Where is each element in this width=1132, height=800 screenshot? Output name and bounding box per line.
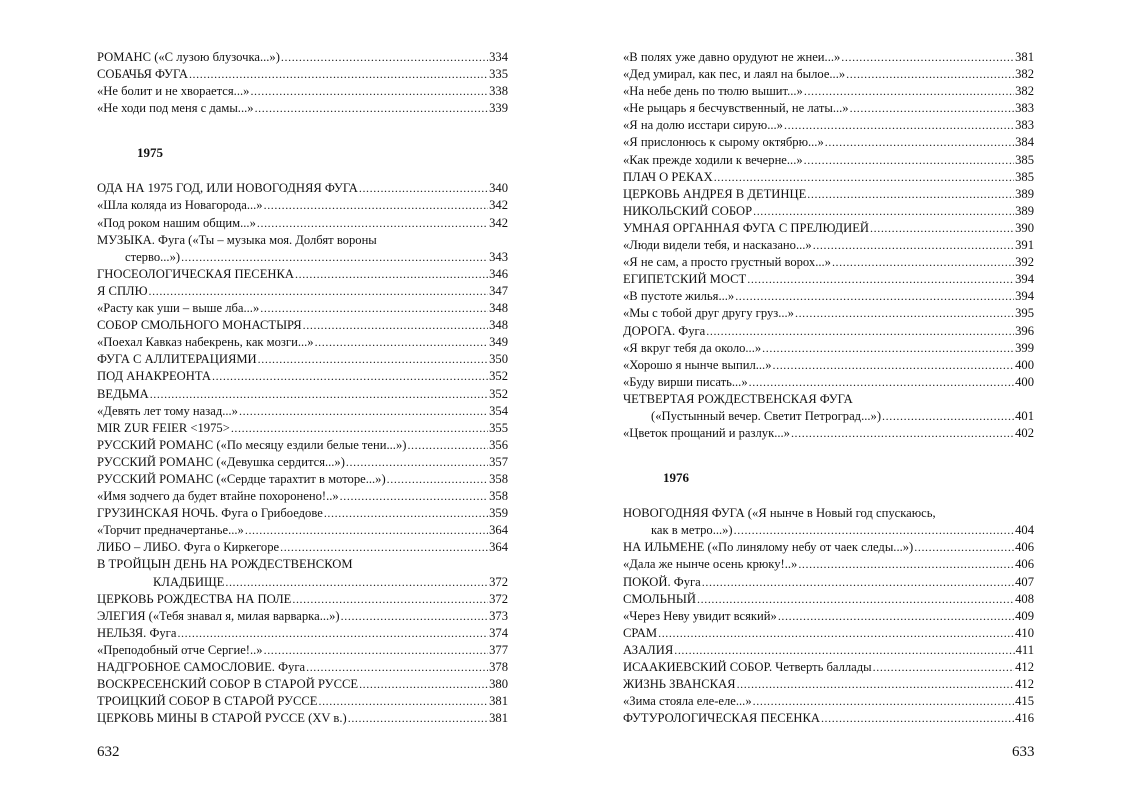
toc-title: НАДГРОБНОЕ САМОСЛОВИЕ. Фуга <box>97 660 306 674</box>
dot-leader <box>846 66 1014 83</box>
toc-entry <box>97 334 508 351</box>
dot-leader <box>813 237 1014 254</box>
toc-title: «Расту как уши – выше лба...» <box>97 301 260 316</box>
dot-leader <box>804 83 1014 100</box>
toc-entry <box>97 197 508 214</box>
toc-entry-muzyka <box>97 232 508 266</box>
toc-page: 409 <box>1015 608 1034 623</box>
dot-leader <box>914 539 1014 556</box>
dot-leader <box>189 66 488 83</box>
toc-entry <box>97 266 508 283</box>
dot-leader <box>281 49 488 66</box>
toc-title: РУССКИЙ РОМАНС («Девушка сердится...») <box>97 454 345 469</box>
toc-entry <box>97 471 508 488</box>
toc-entry <box>97 505 508 522</box>
toc-entry <box>97 300 508 317</box>
toc-entry <box>623 169 1034 186</box>
toc-entry <box>623 659 1034 676</box>
toc-title: «Цветок прощаний и разлук...» <box>623 426 790 441</box>
dot-leader <box>753 693 1014 710</box>
toc-title: «Люди видели тебя, и насказано...» <box>623 238 812 253</box>
dot-leader <box>714 169 1014 186</box>
dot-leader <box>706 323 1014 340</box>
toc-title: ЦЕРКОВЬ МИНЫ В СТАРОЙ РУССЕ (XV в.) <box>97 711 347 726</box>
dot-leader <box>407 437 488 454</box>
toc-title: «Как прежде ходили к вечерне...» <box>623 152 803 167</box>
dot-leader <box>225 574 488 591</box>
toc-entry <box>623 608 1034 625</box>
toc-page: 395 <box>1015 306 1034 321</box>
toc-page: 358 <box>489 489 508 504</box>
toc-title: ПОКОЙ. Фуга <box>623 574 701 589</box>
toc-page: 372 <box>489 591 508 606</box>
toc-page: 350 <box>489 352 508 367</box>
toc-title: «Торчит предначертанье...» <box>97 523 244 538</box>
toc-page: 364 <box>489 540 508 555</box>
toc-page: 394 <box>1015 272 1034 287</box>
toc-entry <box>623 117 1034 134</box>
toc-title: «Поехал Кавказ набекрень, как мозги...» <box>97 335 314 350</box>
toc-title: ГНОСЕОЛОГИЧЕСКАЯ ПЕСЕНКА <box>97 266 294 281</box>
toc-page: 381 <box>1015 50 1034 64</box>
toc-page: 347 <box>489 283 508 298</box>
toc-title: ГРУЗИНСКАЯ НОЧЬ. Фуга о Грибоедове <box>97 506 323 521</box>
toc-title: АЗАЛИЯ <box>623 642 674 657</box>
toc-entry-line: В ТРОЙЦЫН ДЕНЬ НА РОЖДЕСТВЕНСКОМ <box>97 557 353 572</box>
toc-title: ВОСКРЕСЕНСКИЙ СОБОР В СТАРОЙ РУССЕ <box>97 677 359 692</box>
dot-leader <box>250 83 488 100</box>
toc-entry <box>623 305 1034 322</box>
dot-leader <box>346 454 488 471</box>
toc-page: 399 <box>1015 340 1034 355</box>
toc-title: ВЕДЬМА <box>97 386 149 401</box>
toc-entry <box>623 100 1034 117</box>
toc-title: ДОРОГА. Фуга <box>623 323 706 338</box>
toc-page: 406 <box>1015 557 1034 572</box>
toc-page: 372 <box>489 574 508 589</box>
toc-list-1975-a <box>97 180 508 231</box>
toc-entry <box>97 676 508 693</box>
dot-leader <box>359 676 488 693</box>
toc-page: 416 <box>1015 711 1034 726</box>
dot-leader <box>255 100 489 117</box>
dot-leader <box>784 117 1014 134</box>
toc-entry <box>97 317 508 334</box>
dot-leader <box>753 203 1014 220</box>
toc-title: «Имя зодчего да будет втайне похоронено!..» <box>97 489 339 504</box>
toc-page: 343 <box>489 249 508 264</box>
toc-title: СМОЛЬНЫЙ <box>623 591 697 606</box>
toc-page: 392 <box>1015 255 1034 270</box>
toc-title: РОМАНС («С лузою блузочка...») <box>97 50 280 64</box>
toc-title: «В полях уже давно орудуют не жнеи...» <box>623 50 841 64</box>
toc-entry <box>97 100 508 117</box>
toc-title: «Я прислонюсь к сырому октябрю...» <box>623 135 824 150</box>
dot-leader <box>674 642 1014 659</box>
toc-title: ПОД АНАКРЕОНТА <box>97 369 212 384</box>
toc-page: 415 <box>1015 694 1034 709</box>
dot-leader <box>280 539 488 556</box>
dot-leader <box>791 425 1014 442</box>
toc-page: 404 <box>1015 523 1034 538</box>
toc-entry <box>97 693 508 710</box>
toc-entry <box>97 659 508 676</box>
toc-page: 391 <box>1015 238 1034 253</box>
toc-page: 352 <box>489 386 508 401</box>
dot-leader <box>324 505 488 522</box>
dot-leader <box>348 710 488 727</box>
toc-page: 408 <box>1015 591 1034 606</box>
toc-entry-line <box>623 522 1034 539</box>
toc-entry <box>97 180 508 197</box>
toc-entry <box>623 574 1034 591</box>
toc-title: «В пустоте жилья...» <box>623 289 735 304</box>
dot-leader <box>359 180 488 197</box>
dot-leader <box>778 608 1014 625</box>
toc-title: НИКОЛЬСКИЙ СОБОР <box>623 203 753 218</box>
dot-leader <box>850 100 1015 117</box>
toc-entry <box>97 539 508 556</box>
dot-leader <box>212 368 488 385</box>
toc-list-right-a <box>623 49 1034 391</box>
toc-page: 389 <box>1015 203 1034 218</box>
toc-page: 389 <box>1015 186 1034 201</box>
toc-title: СОБОР СМОЛЬНОГО МОНАСТЫРЯ <box>97 318 302 333</box>
toc-entry <box>97 710 508 727</box>
toc-entry-chetvertaya <box>623 391 1034 425</box>
toc-title: «Зима стояла еле-еле...» <box>623 694 752 709</box>
dot-leader <box>807 186 1014 203</box>
dot-leader <box>315 334 489 351</box>
toc-entry <box>97 49 508 66</box>
toc-page: 383 <box>1015 101 1034 116</box>
toc-page: 348 <box>489 301 508 316</box>
toc-page: 401 <box>1015 408 1034 423</box>
toc-page: 364 <box>489 523 508 538</box>
toc-page: 410 <box>1015 625 1034 640</box>
toc-page: 377 <box>489 642 508 657</box>
toc-entry <box>97 283 508 300</box>
toc-page: 357 <box>489 454 508 469</box>
dot-leader <box>804 152 1014 169</box>
toc-page: 384 <box>1015 135 1034 150</box>
toc-page: 346 <box>489 266 508 281</box>
toc-page: 338 <box>489 84 508 99</box>
toc-page: 407 <box>1015 574 1034 589</box>
toc-entry <box>97 420 508 437</box>
dot-leader <box>257 215 488 232</box>
toc-entry <box>623 556 1034 573</box>
toc-page: 358 <box>489 471 508 486</box>
toc-title: КЛАДБИЩЕ <box>153 574 225 589</box>
toc-title: «Дала же нынче осень крюку!..» <box>623 557 798 572</box>
toc-entry-line <box>97 574 508 591</box>
dot-leader <box>762 340 1014 357</box>
toc-title: ФУГА С АЛЛИТЕРАЦИЯМИ <box>97 352 257 367</box>
toc-entry <box>97 386 508 403</box>
page-number-right: 633 <box>1012 744 1035 760</box>
toc-title: («Пустынный вечер. Светит Петроград...») <box>651 408 882 423</box>
toc-title: «Не болит и не хворается...» <box>97 84 250 99</box>
toc-page: 380 <box>489 677 508 692</box>
toc-page: 342 <box>489 215 508 230</box>
toc-page: 373 <box>489 608 508 623</box>
dot-leader <box>177 625 488 642</box>
toc-entry-troitsyn <box>97 556 508 590</box>
toc-title: «Буду вирши писать...» <box>623 374 748 389</box>
toc-entry <box>623 220 1034 237</box>
right-page <box>623 49 1034 727</box>
toc-entry <box>623 254 1034 271</box>
dot-leader <box>292 591 488 608</box>
toc-title: «Хорошо я нынче выпил...» <box>623 357 772 372</box>
dot-leader <box>318 693 488 710</box>
toc-title: «Я вкруг тебя да около...» <box>623 340 762 355</box>
dot-leader <box>737 676 1015 693</box>
toc-list-1975-c <box>97 591 508 728</box>
toc-entry <box>623 271 1034 288</box>
toc-page: 352 <box>489 369 508 384</box>
dot-leader <box>832 254 1014 271</box>
toc-entry <box>97 437 508 454</box>
toc-title: «Преподобный отче Сергие!..» <box>97 642 263 657</box>
dot-leader <box>795 305 1014 322</box>
toc-title: ФУТУРОЛОГИЧЕСКАЯ ПЕСЕНКА <box>623 711 820 726</box>
toc-title: СРАМ <box>623 625 658 640</box>
toc-page: 378 <box>489 660 508 674</box>
toc-entry <box>97 83 508 100</box>
toc-title: «Девять лет тому назад...» <box>97 403 238 418</box>
toc-entry <box>623 83 1034 100</box>
toc-page: 356 <box>489 437 508 452</box>
toc-entry <box>623 710 1034 727</box>
dot-leader <box>181 249 488 266</box>
toc-page: 400 <box>1015 357 1034 372</box>
toc-entry <box>623 340 1034 357</box>
toc-list-right-b <box>623 425 1034 442</box>
toc-page: 383 <box>1015 118 1034 133</box>
toc-page: 381 <box>489 711 508 726</box>
toc-page: 382 <box>1015 84 1034 99</box>
toc-title: «Шла коляда из Новагорода...» <box>97 198 263 213</box>
toc-title: «Не ходи под меня с дамы...» <box>97 101 254 116</box>
toc-title: «На небе день по тюлю вышит...» <box>623 84 803 99</box>
toc-title: ТРОИЦКИЙ СОБОР В СТАРОЙ РУССЕ <box>97 694 318 709</box>
page-number-left: 632 <box>97 744 120 760</box>
toc-entry <box>623 676 1034 693</box>
dot-leader <box>873 659 1014 676</box>
toc-page: 334 <box>489 50 508 64</box>
toc-entry <box>97 488 508 505</box>
toc-title: «Я не сам, а просто грустный ворох...» <box>623 255 831 270</box>
toc-entry <box>97 642 508 659</box>
toc-entry-line: ЧЕТВЕРТАЯ РОЖДЕСТВЕНСКАЯ ФУГА <box>623 391 853 406</box>
toc-title: «Дед умирал, как пес, и лаял на былое...» <box>623 67 846 82</box>
dot-leader <box>149 283 489 300</box>
toc-page: 390 <box>1015 220 1034 235</box>
dot-leader <box>387 471 488 488</box>
toc-page: 385 <box>1015 152 1034 167</box>
left-page <box>97 49 508 727</box>
dot-leader <box>747 271 1014 288</box>
toc-title: РУССКИЙ РОМАНС («По месяцу ездили белые тени...») <box>97 437 407 452</box>
toc-entry <box>97 522 508 539</box>
toc-title: ЦЕРКОВЬ РОЖДЕСТВА НА ПОЛЕ <box>97 591 292 606</box>
toc-page: 342 <box>489 198 508 213</box>
toc-title: ЭЛЕГИЯ («Тебя знавал я, милая варварка...») <box>97 608 340 623</box>
dot-leader <box>697 591 1014 608</box>
toc-page: 381 <box>489 694 508 709</box>
toc-entry <box>623 237 1034 254</box>
dot-leader <box>702 574 1014 591</box>
toc-title: ОДА НА 1975 ГОД, ИЛИ НОВОГОДНЯЯ ФУГА <box>97 181 358 196</box>
toc-entry <box>97 215 508 232</box>
dot-leader <box>821 710 1014 727</box>
dot-leader <box>749 374 1014 391</box>
toc-entry <box>97 454 508 471</box>
toc-page: 385 <box>1015 169 1034 184</box>
dot-leader <box>735 288 1014 305</box>
toc-page: 359 <box>489 506 508 521</box>
dot-leader <box>295 266 488 283</box>
toc-title: как в метро...») <box>651 523 733 538</box>
toc-entry <box>97 608 508 625</box>
dot-leader <box>260 300 488 317</box>
toc-title: НЕЛЬЗЯ. Фуга <box>97 625 177 640</box>
dot-leader <box>264 197 489 214</box>
toc-list-1976 <box>623 539 1034 727</box>
toc-title: ЖИЗНЬ ЗВАНСКАЯ <box>623 677 736 692</box>
toc-title: ЛИБО – ЛИБО. Фуга о Киркегоре <box>97 540 280 555</box>
toc-entry-line <box>623 408 1034 425</box>
dot-leader <box>341 608 488 625</box>
toc-page: 412 <box>1015 677 1034 692</box>
toc-entry-line: НОВОГОДНЯЯ ФУГА («Я нынче в Новый год спускаюсь, <box>623 506 936 521</box>
toc-entry <box>623 323 1034 340</box>
toc-page: 340 <box>489 181 508 196</box>
year-heading-1975: 1975 <box>137 145 163 161</box>
toc-title: ЕГИПЕТСКИЙ МОСТ <box>623 272 747 287</box>
dot-leader <box>245 522 488 539</box>
toc-page: 411 <box>1015 642 1034 657</box>
toc-entry <box>623 642 1034 659</box>
toc-entry <box>623 203 1034 220</box>
toc-entry <box>623 425 1034 442</box>
dot-leader <box>658 625 1014 642</box>
year-heading-1976: 1976 <box>663 470 689 486</box>
toc-entry <box>97 368 508 385</box>
toc-title: Я СПЛЮ <box>97 283 148 298</box>
dot-leader <box>264 642 489 659</box>
toc-title: стерво...») <box>125 249 181 264</box>
toc-entry <box>97 351 508 368</box>
toc-entry <box>623 374 1034 391</box>
dot-leader <box>825 134 1014 151</box>
toc-page: 396 <box>1015 323 1034 338</box>
toc-page: 348 <box>489 318 508 333</box>
toc-title: УМНАЯ ОРГАННАЯ ФУГА С ПРЕЛЮДИЕЙ <box>623 220 870 235</box>
toc-page: 402 <box>1015 426 1034 441</box>
toc-page: 412 <box>1015 660 1034 674</box>
toc-entry <box>97 591 508 608</box>
toc-page: 406 <box>1015 540 1034 555</box>
toc-entry <box>623 288 1034 305</box>
toc-entry <box>97 403 508 420</box>
dot-leader <box>870 220 1014 237</box>
toc-entry <box>97 66 508 83</box>
dot-leader <box>239 403 488 420</box>
toc-entry <box>623 539 1034 556</box>
dot-leader <box>798 556 1014 573</box>
toc-page: 382 <box>1015 67 1034 82</box>
toc-entry <box>623 625 1034 642</box>
dot-leader <box>231 420 488 437</box>
dot-leader <box>841 49 1014 66</box>
toc-page: 354 <box>489 403 508 418</box>
dot-leader <box>258 351 488 368</box>
toc-title: «Мы с тобой друг другу груз...» <box>623 306 794 321</box>
toc-entry <box>623 152 1034 169</box>
toc-entry <box>623 49 1034 66</box>
dot-leader <box>306 659 488 676</box>
toc-title: MIR ZUR FEIER <1975> <box>97 420 230 435</box>
toc-list-top <box>97 49 508 117</box>
toc-title: «Через Неву увидит всякий» <box>623 608 777 623</box>
toc-entry <box>623 134 1034 151</box>
toc-page: 400 <box>1015 374 1034 389</box>
toc-entry-novogodnyaya <box>623 505 1034 539</box>
toc-title: НА ИЛЬМЕНЕ («По линялому небу от чаек следы...») <box>623 540 914 555</box>
toc-page: 355 <box>489 420 508 435</box>
dot-leader <box>150 386 488 403</box>
dot-leader <box>340 488 488 505</box>
toc-list-1975-b <box>97 266 508 557</box>
toc-page: 374 <box>489 625 508 640</box>
toc-entry-line <box>97 249 508 266</box>
toc-entry <box>623 66 1034 83</box>
toc-title: «Не рыцарь я бесчувственный, не латы...» <box>623 101 849 116</box>
toc-title: СОБАЧЬЯ ФУГА <box>97 67 188 82</box>
toc-title: ПЛАЧ О РЕКАХ <box>623 169 713 184</box>
toc-title: РУССКИЙ РОМАНС («Сердце тарахтит в моторе...») <box>97 471 386 486</box>
dot-leader <box>882 408 1014 425</box>
toc-entry <box>623 693 1034 710</box>
toc-title: «Я на долю исстари сирую...» <box>623 118 783 133</box>
dot-leader <box>773 357 1015 374</box>
toc-title: «Под роком нашим общим...» <box>97 215 256 230</box>
toc-entry <box>623 591 1034 608</box>
toc-entry <box>97 625 508 642</box>
toc-page: 394 <box>1015 289 1034 304</box>
toc-page: 335 <box>489 67 508 82</box>
toc-title: ЦЕРКОВЬ АНДРЕЯ В ДЕТИНЦЕ <box>623 186 807 201</box>
dot-leader <box>303 317 488 334</box>
toc-page: 349 <box>489 335 508 350</box>
toc-page: 339 <box>489 101 508 116</box>
toc-entry-line: МУЗЫКА. Фуга («Ты – музыка моя. Долбят вороны <box>97 232 377 247</box>
dot-leader <box>734 522 1014 539</box>
toc-entry <box>623 186 1034 203</box>
toc-entry <box>623 357 1034 374</box>
toc-title: ИСААКИЕВСКИЙ СОБОР. Четверть баллады <box>623 660 872 674</box>
